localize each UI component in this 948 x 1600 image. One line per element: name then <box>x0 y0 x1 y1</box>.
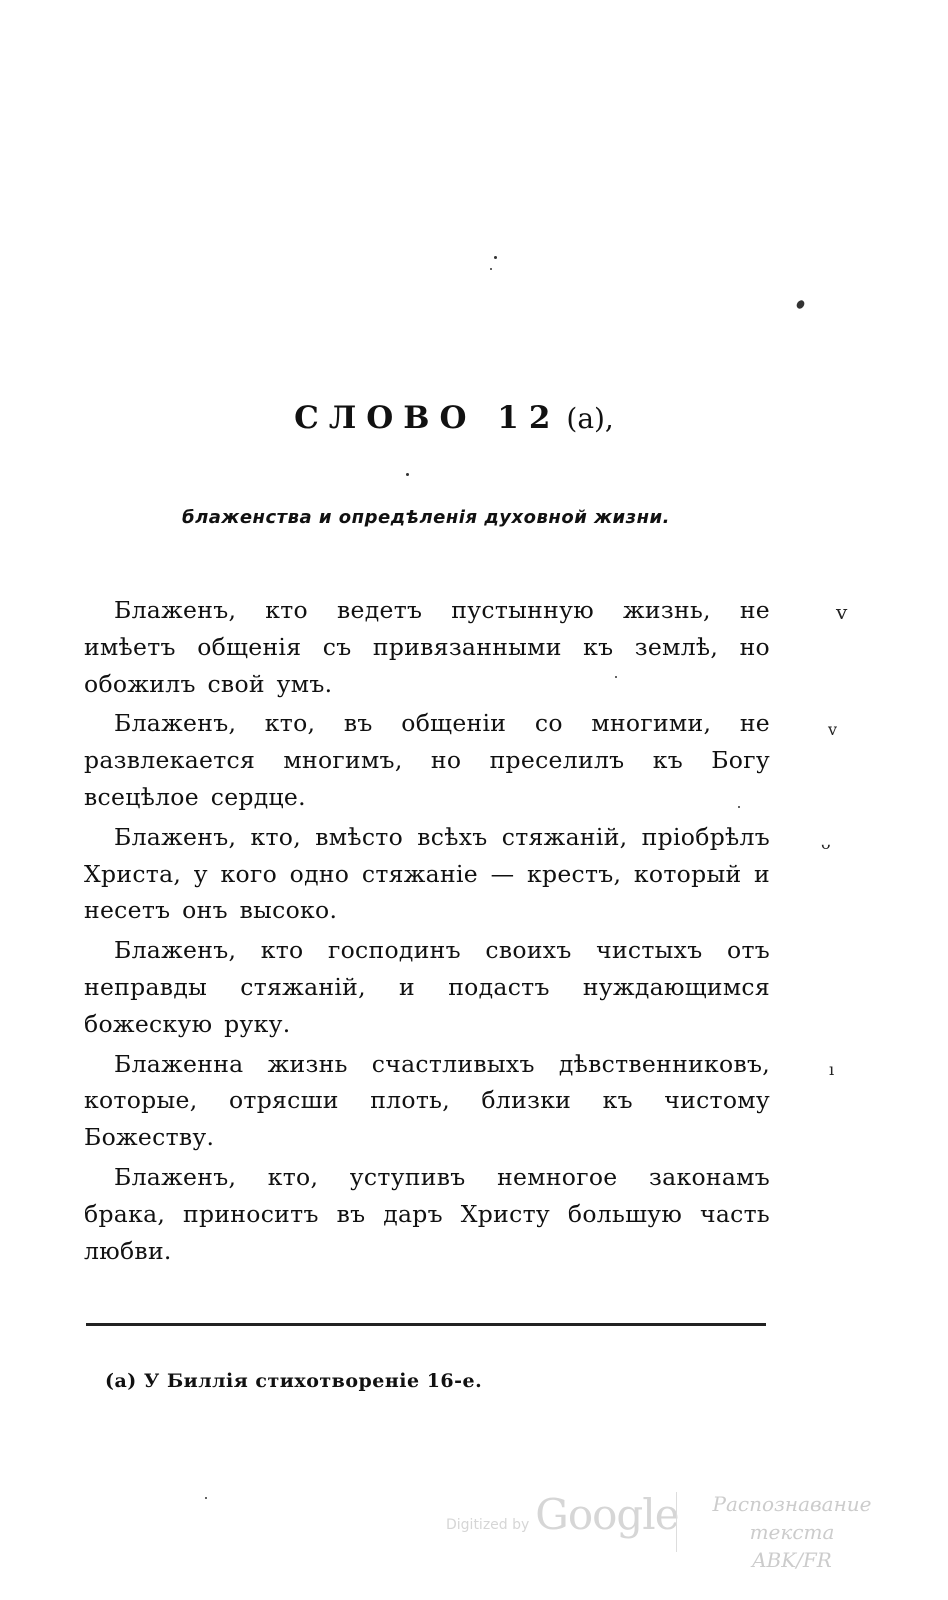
scan-speck <box>205 1497 207 1499</box>
chapter-body <box>84 592 770 1272</box>
ocr-watermark-line: Распознавание текста <box>712 1492 872 1544</box>
scan-speck <box>494 256 497 259</box>
chapter-title-text: СЛОВО 12 <box>294 400 561 436</box>
chapter-title <box>0 400 928 436</box>
margin-check-mark: v <box>828 720 838 739</box>
chapter-footnote-ref: (а), <box>566 402 614 435</box>
chapter-subtitle: блаженства и опредѣленія духовной жизни. <box>182 507 670 528</box>
digitized-by-label: Digitized by <box>446 1517 530 1533</box>
paragraph: Блаженъ, кто, въ общеніи со многими, не развлекается многимъ, но преселилъ къ Богу всецѣлое сердце. <box>84 709 770 811</box>
ocr-watermark <box>672 1490 912 1574</box>
ocr-watermark-line: ABK/FR <box>752 1548 832 1572</box>
scan-speck <box>795 299 806 310</box>
digitized-watermark <box>446 1490 679 1539</box>
google-logo: Google <box>535 1490 679 1539</box>
footnote-divider <box>86 1323 766 1326</box>
paragraph: Блаженъ, кто господинъ своихъ чистыхъ отъ неправды стяжаній, и подастъ нуждающимся божескую руку. <box>84 936 770 1038</box>
margin-check-mark: ı <box>829 1060 835 1079</box>
margin-check-mark: ᴗ <box>821 834 831 853</box>
scan-speck <box>406 473 409 476</box>
paragraph: Блаженъ, кто ведетъ пустынную жизнь, не имѣетъ общенія съ привязанными къ землѣ, но обожилъ свой умъ. <box>84 596 770 698</box>
margin-check-mark: v <box>836 600 848 624</box>
scan-speck <box>490 268 492 270</box>
paragraph: Блаженъ, кто, вмѣсто всѣхъ стяжаній, пріобрѣлъ Христа, у кого одно стяжаніе — крестъ, который и несетъ онъ высоко. <box>84 822 770 925</box>
paragraph: Блаженъ, кто, уступивъ немногое законамъ брака, приноситъ въ даръ Христу большую часть любви. <box>84 1162 770 1265</box>
paragraph: Блаженна жизнь счастливыхъ дѣвственниковъ, которые, отрясши плоть, близки къ чистому Божеству. <box>84 1049 770 1152</box>
footnote: (а) У Биллія стихотвореніе 16-е. <box>105 1370 483 1392</box>
